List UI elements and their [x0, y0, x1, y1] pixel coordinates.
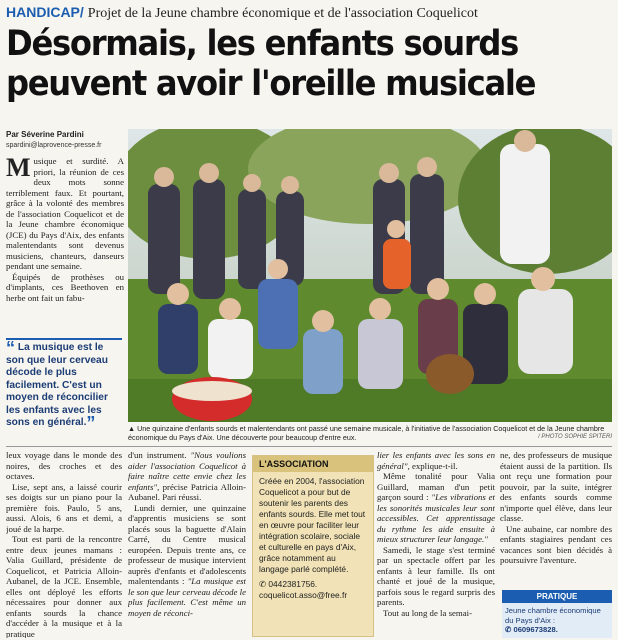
headline-line-1: Désormais, les enfants sourds: [6, 24, 519, 64]
body-paragraph-8: Samedi, le stage s'est terminé par un spectacle offert par les enfants à leur famille. Ils ont chanté et joué de la musique, parfois sous le regard surpris des parents.: [377, 544, 495, 607]
quote-close-icon: ”: [86, 413, 96, 433]
paragraph-text: d'un instrument.: [128, 450, 191, 460]
body-column-2: [128, 450, 246, 638]
quote-text: "Nous voulions aider l'association Coquelicot à faire naître cette envie chez les enfants": [128, 450, 246, 492]
association-box: [252, 455, 374, 637]
body-paragraph-9: Tout au long de la semai-: [383, 607, 473, 618]
group-photo-illustration: [128, 129, 612, 422]
section-kicker: HANDICAP/: [6, 4, 84, 20]
body-paragraph-2: Lise, sept ans, a laissé courir ses doigts sur un piano pour la première fois. Paulo, 5 ans, aussi. Alois, 6 ans et demi, a joué de la harpe.: [6, 481, 122, 534]
association-box-body: [253, 472, 373, 605]
headline: [6, 24, 564, 104]
body-column-4: [377, 450, 495, 638]
divider: [6, 446, 612, 447]
author-email: spardini@laprovence-presse.fr: [6, 142, 102, 149]
pull-quote: [6, 338, 122, 438]
association-description: Créée en 2004, l'association Coquelicot a pour but de soutenir les parents des enfants sourds. Elle met tout en œuvre pour faciliter leur intégration scolaire, sociale et culturelle en pays d'Aix, grâce notamment au langage parlé complété.: [259, 476, 366, 574]
caption-text: ▲ Une quinzaine d'enfants sourds et malentendants ont passé une semaine musicale, à l'initiative de l'association Coquelicot et de la Jeune chambre économique du Pays d'Aix. Une découverte pour beaucoup d'entre eux.: [128, 424, 605, 442]
paragraph-text: Lundi dernier, une quinzaine d'apprentis musiciens se sont placés sous la baguette d'Alain Carré, du Centre musical européen. Depuis trente ans, ce professeur de musique intervient auprès d'enfants et d'adolescents malentendants :: [128, 502, 246, 586]
quote-text: lier les enfants avec les sons en général": [377, 450, 495, 471]
pull-quote-text: La musique est le son que leur cerveau décode le plus facilement. C'est un moyen de réconcilier les enfants avec les sons en général.: [6, 342, 108, 428]
pratique-box: [502, 603, 612, 638]
pratique-title: PRATIQUE: [502, 590, 612, 603]
kicker-subtitle: Projet de la Jeune chambre économique et de l'association Coquelicot: [87, 6, 478, 21]
body-column-1: [6, 450, 122, 638]
body-paragraph-3: Tout est parti de la rencontre entre deux jeunes mamans : Valia Guillard, présidente de Coquelicot, et Patricia Alloin-Aubanel, de la JCE. Ensemble, elles ont déployé les efforts nécessaires pour donner aux enfants sourds la chance d'accéder à la musique et à la pratique: [6, 534, 122, 638]
body-paragraph-1: leux voyage dans le monde des noires, des croches et des octaves.: [6, 450, 122, 481]
headline-line-2: peuvent avoir l'oreille musicale: [6, 64, 536, 104]
association-box-title: L'ASSOCIATION: [253, 456, 373, 472]
body-paragraph-10: ne, des professeurs de musique étaient aussi de la partition. Ils ont reçu une formation pour pouvoir, par la suite, intégrer des enfants sourds comme n'importe quel élève, dans leur classe.: [500, 450, 612, 523]
photo-credit: / PHOTO SOPHIE SPITERI: [538, 434, 612, 440]
dropcap: M: [6, 156, 31, 182]
photo-caption: [128, 424, 612, 442]
byline: Par Séverine Pardini: [6, 130, 84, 139]
body-paragraph-6: [377, 450, 495, 471]
body-paragraph-4: [128, 450, 246, 503]
paragraph-text: , précise Patricia Alloin-Aubanel. Pari réussi.: [128, 481, 246, 502]
pratique-text: Jeune chambre économique du Pays d'Aix :: [505, 606, 601, 625]
intro-paragraph-1: usique et surdité. A priori, la réunion de ces deux mots sonne terriblement faux. Et pourtant, grâce à la volonté des membres de l'association Coquelicot et de la Jeune chambre économique (JCE) du Pays d'Aix, des enfants malentendants sont devenus musiciens, chanteurs, danseurs pendant une semaine.: [6, 156, 124, 271]
intro-column: [6, 156, 124, 334]
paragraph-text: , explique-t-il.: [407, 460, 458, 471]
group-photo: [128, 129, 612, 422]
body-column-5: [500, 450, 612, 586]
kicker-row: [6, 4, 612, 22]
quote-text: "Les vibrations et les sonorités musicales leur sont accessibles. Cet apprentissage du rythme les aide ensuite à mieux structurer leur langage.": [377, 492, 495, 544]
body-paragraph-7: [377, 471, 495, 545]
paragraph-text: Même tonalité pour Valia Guillard, maman d'un petit garçon sourd :: [377, 471, 495, 502]
intro-paragraph-2: Équipés de prothèses ou d'implants, ces Beethoven en herbe ont fait un fabu-: [6, 271, 124, 303]
quote-mark-icon: “: [6, 338, 15, 358]
body-paragraph-11: Une aubaine, car nombre des enfants stagiaires pendant ces vacances sont bien décidés à poursuivre l'aventure.: [500, 523, 612, 565]
quote-text: "La musique est le son que leur cerveau décode le plus facilement. C'est même un moyen de réconci-: [128, 576, 246, 618]
association-contact: ✆ 0442381756. coquelicot.asso@free.fr: [259, 579, 348, 600]
body-paragraph-5: [128, 503, 246, 619]
pratique-phone: ✆ 0609673828.: [505, 625, 558, 634]
